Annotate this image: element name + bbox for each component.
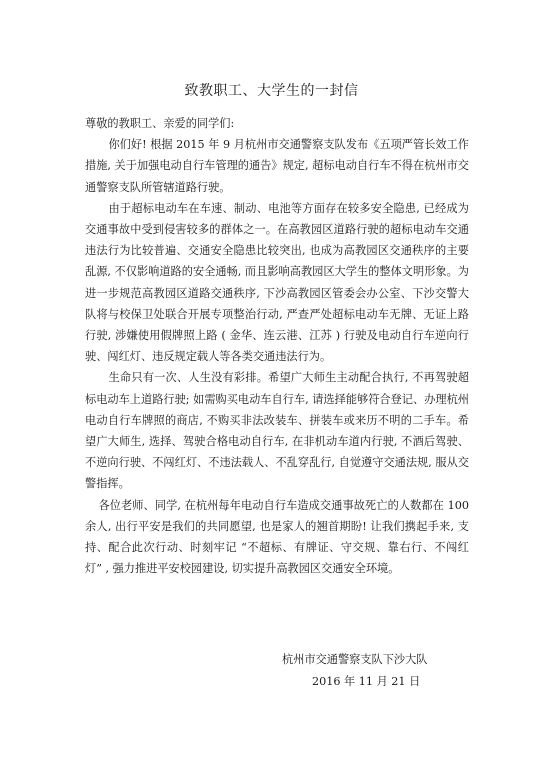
- paragraph-appeal: 生命只有一次、人生没有彩排。希望广大师生主动配合执行, 不再驾驶超标电动车上道路行驶; 如需购买电动车自行车, 请选择能够符合登记、办理杭州电动自行车牌照的商店, 不购买非法改装车、拼装车或来历不明的二手车。希望广大师生, 选择、驾驶合格电动自行车, 在非机动车道内行驶, 不酒后驾驶、不逆向行驶、不闯红灯、不违法载人、不乱穿乱行, 自觉遵守交通法规, 服从交警指挥。: [85, 371, 469, 491]
- signature-date: 2016 年 11 月 21 日: [312, 675, 421, 688]
- letter-title: 致教职工、大学生的一封信: [184, 83, 359, 99]
- letter-body: [85, 113, 469, 579]
- salutation: 尊敬的教职工、亲爱的同学们:: [85, 117, 235, 130]
- signature-block: [282, 649, 502, 693]
- paragraph-greeting: 你们好! 根据 2015 年 9 月杭州市交通警察支队发布《五项严管长效工作措施, 关于加强电动自行车管理的通告》规定, 超标电动自行车不得在杭州市交通警察支队所管辖道路行驶。: [85, 138, 469, 194]
- signature-org: 杭州市交通警察支队下沙大队: [282, 653, 428, 666]
- paragraph-background: 由于超标电动车在车速、制动、电池等方面存在较多安全隐患, 已经成为交通事故中受到侵害较多的群体之一。在高教园区道路行驶的超标电动车交通违法行为比较普遍、交通安全隐患比较突出, 也成为高教园区交通秩序的主要乱源, 不仅影响道路的安全通畅, 而且影响高教园区大学生的整体文明形象。为进一步规范高教园区道路交通秩序, 下沙高教园区管委会办公室、下沙交警大队将与校保卫处联合开展专项整治行动, 严查严处超标电动车无牌、无证上路行驶, 涉嫌使用假牌照上路 ( 金华、连云港、江苏 ) 行驶及电动自行车逆向行驶、闯红灯、违反规定载人等各类交通违法行为。: [85, 201, 469, 364]
- paragraph-closing: 各位老师、同学, 在杭州每年电动自行车造成交通事故死亡的人数都在 100 余人, 出行平安是我们的共同愿望, 也是家人的翘首期盼! 让我们携起手来, 支持、配合此次行动、时刻牢记 “不超标、有牌证、守交规、靠右行、不闯红灯” , 强力推进平安校园建设, 切实提升高教园区交通安全环境。: [85, 498, 469, 576]
